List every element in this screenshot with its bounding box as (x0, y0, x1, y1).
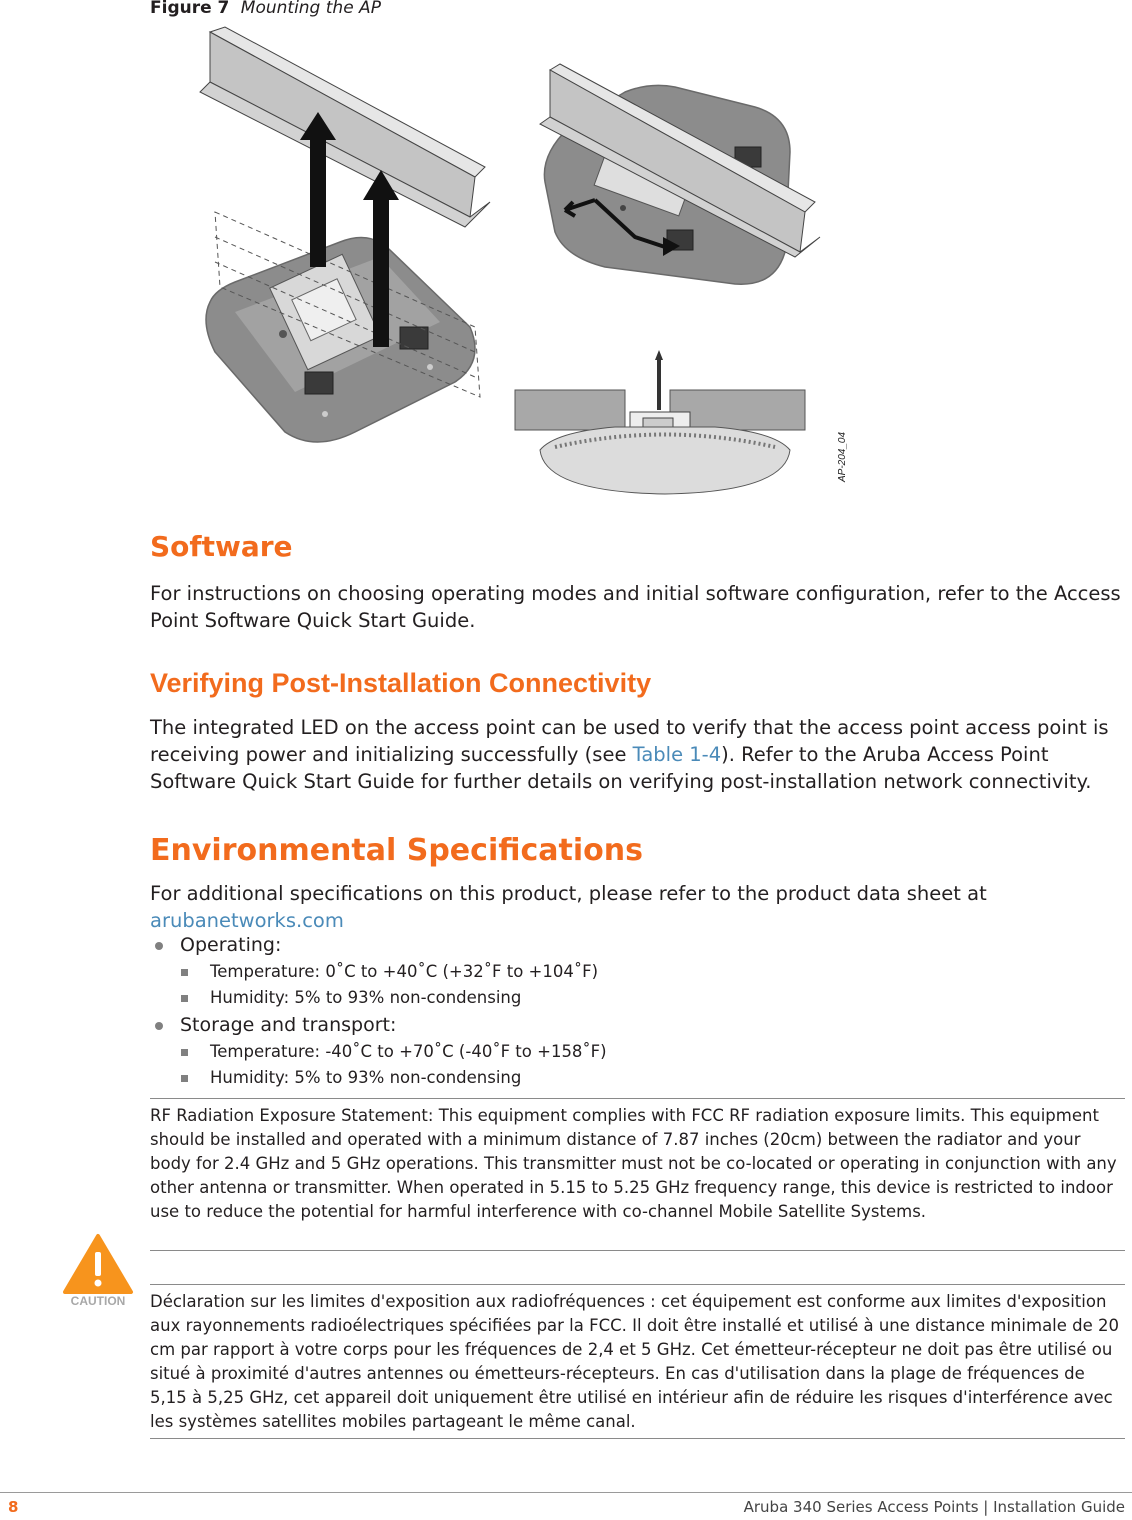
table-link[interactable]: Table 1-4 (632, 743, 722, 766)
caution-rule-middle (150, 1250, 1125, 1251)
environmental-intro-text: For additional specifications on this product, please refer to the product data sheet at (150, 882, 987, 905)
verify-body (150, 714, 1125, 795)
verify-body-tail: ). Refer to the Aruba Access Point Software Quick Start Guide for further details on verifying post-installation network connectivity. (150, 743, 1092, 793)
ceiling-rail-left (200, 27, 490, 227)
caution-rule-top (150, 1098, 1125, 1099)
datasheet-link[interactable]: arubanetworks.com (150, 909, 344, 932)
verify-heading: Verifying Post-Installation Connectivity (150, 668, 652, 698)
caution-rule-fr (150, 1284, 1125, 1285)
figure-title: Mounting the AP (240, 0, 381, 18)
caution-label: CAUTION (70, 1294, 126, 1308)
caution-icon (62, 1232, 134, 1308)
ap-left-body (206, 238, 475, 443)
environmental-heading: Environmental Specifications (150, 833, 643, 868)
operating-item: Operating: (150, 931, 1050, 959)
footer-rule (0, 1492, 1132, 1493)
figure-code-label: AP-204_04 (837, 431, 848, 482)
operating-temperature: Temperature: 0˚C to +40˚C (+32˚F to +104˚F) (150, 959, 1050, 985)
footer-title: Aruba 340 Series Access Points | Installation Guide (743, 1498, 1125, 1516)
storage-temperature: Temperature: -40˚C to +70˚C (-40˚F to +158˚F) (150, 1039, 1050, 1065)
caution-statement-en: RF Radiation Exposure Statement: This equipment complies with FCC RF radiation exposure limits. This equipment should be installed and operated with a minimum distance of 7.87 inches (20cm) between the radiator and your body for 2.4 GHz and 5 GHz operations. This transmitter must not be co-located or operating in conjunction with any other antenna or transmitter. When operated in 5.15 to 5.25 GHz frequency range, this device is restricted to indoor use to reduce the potential for harmful interference with co-channel Mobile Satellite Systems. (150, 1106, 1117, 1221)
page-number: 8 (8, 1498, 19, 1516)
environmental-intro (150, 880, 1125, 934)
software-heading: Software (150, 530, 293, 563)
figure-number: Figure 7 (150, 0, 230, 18)
storage-humidity: Humidity: 5% to 93% non-condensing (150, 1065, 1050, 1091)
spec-list (150, 931, 1050, 1091)
figure-caption (150, 0, 381, 18)
operating-humidity: Humidity: 5% to 93% non-condensing (150, 985, 1050, 1011)
caution-rule-bottom (150, 1438, 1125, 1439)
mounting-illustration (195, 22, 875, 500)
caution-statement-fr: Déclaration sur les limites d'exposition aux radiofréquences : cet équipement est conforme aux limites d'exposition aux rayonnements radioélectriques spécifiées par la FCC. Il doit être installé et utilisé à une distance minimale de 20 cm par rapport à votre corps pour les fréquences de 2,4 et 5 GHz. Cet émetteur-récepteur ne doit pas être utilisé ou situé à proximité d'autres antennes ou émetteurs-récepteurs. En cas d'utilisation dans la plage de fréquences de 5,15 à 5,25 GHz, cet appareil doit uniquement être utilisé en intérieur afin de réduire les risques d'interférence avec les systèmes satellites mobiles partageant le même canal. (150, 1292, 1120, 1431)
storage-item: Storage and transport: (150, 1011, 1050, 1039)
side-profile (515, 350, 805, 494)
verify-body-text: The integrated LED on the access point can be used to verify that the access point access point is receiving power and initializing successfully (see (150, 716, 1109, 766)
software-body: For instructions on choosing operating modes and initial software configuration, refer to the Access Point Software Quick Start Guide. (150, 582, 1121, 632)
